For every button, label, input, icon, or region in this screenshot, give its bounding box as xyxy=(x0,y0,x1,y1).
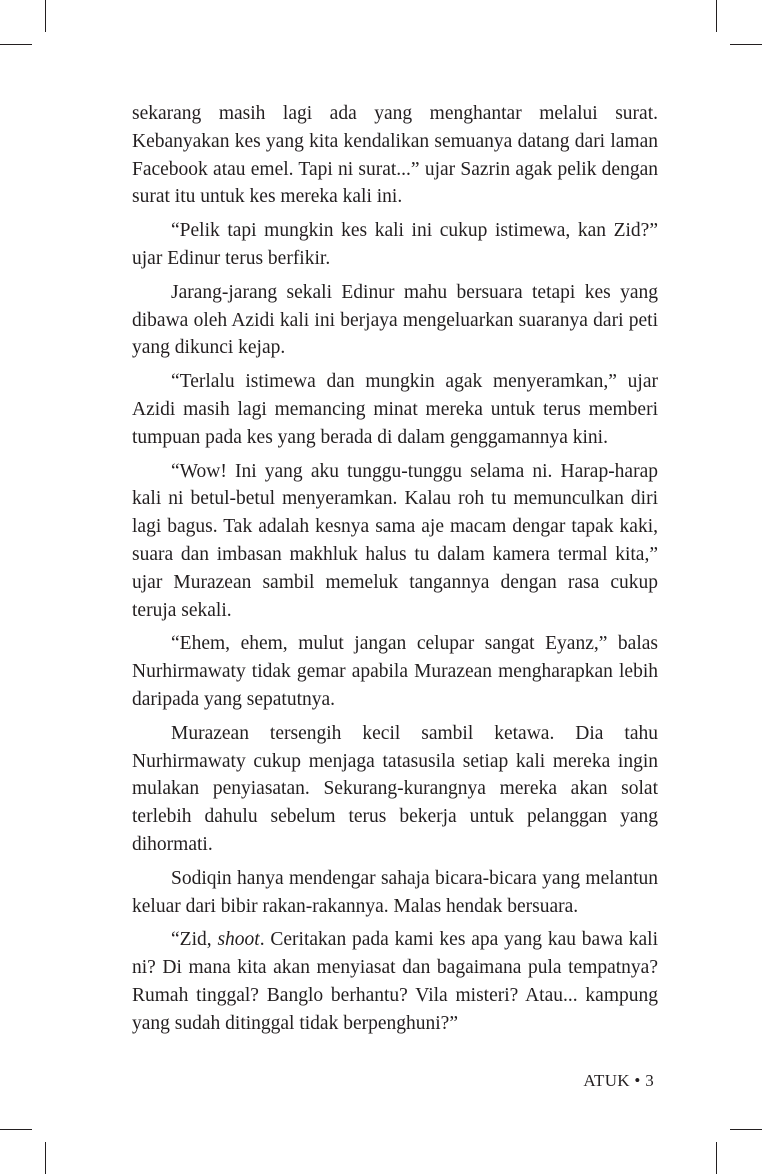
crop-mark-bottom-left-horizontal xyxy=(0,1129,32,1130)
paragraph: Murazean tersengih kecil sambil ketawa. Dia tahu Nurhirmawaty cukup menjaga tatasusila setiap kali mereka ingin mulakan penyiasatan. Sekurang-kurangnya mereka akan solat terlebih dahulu sebelum terus bekerja untuk pelanggan yang dihormati. xyxy=(132,722,658,855)
crop-mark-top-left-horizontal xyxy=(0,44,32,45)
crop-mark-bottom-right-horizontal xyxy=(730,1129,762,1130)
paragraph: sekarang masih lagi ada yang menghantar melalui surat. Kebanyakan kes yang kita kendalikan semuanya datang dari laman Facebook atau emel. Tapi ni surat...” ujar Sazrin agak pelik dengan surat itu untuk kes mereka kali ini. xyxy=(132,103,658,208)
crop-mark-bottom-right-vertical xyxy=(716,1142,717,1174)
paragraph: Sodiqin hanya mendengar sahaja bicara-bicara yang melantun keluar dari bibir rakan-rakannya. Malas hendak bersuara. xyxy=(132,867,658,917)
paragraph-text-end: . Ceritakan pada kami kes apa yang kau bawa kali ni? Di mana kita akan menyiasat dan bagaimana pula tempatnya? Rumah tinggal? Banglo berhantu? Vila misteri? Atau... kampung yang sudah ditinggal tidak berpenghuni?” xyxy=(132,929,659,1034)
running-footer-page-number: ATUK • 3 xyxy=(583,1071,654,1090)
book-page-body xyxy=(132,100,658,1044)
paragraph: “Wow! Ini yang aku tunggu-tunggu selama ni. Harap-harap kali ni betul-betul menyeramkan. Kalau roh tu memunculkan diri lagi bagus. Tak adalah kesnya sama aje macam dengar tapak kaki, suara dan imbasan makhluk halus tu dalam kamera termal kita,” ujar Murazean sambil memeluk tangannya dengan rasa cukup teruja sekali. xyxy=(132,460,658,621)
paragraph: “Ehem, ehem, mulut jangan celupar sangat Eyanz,” balas Nurhirmawaty tidak gemar apabila Murazean mengharapkan lebih daripada yang sepatutnya. xyxy=(132,633,658,710)
crop-mark-bottom-left-vertical xyxy=(45,1142,46,1174)
paragraph: “Pelik tapi mungkin kes kali ini cukup istimewa, kan Zid?” ujar Edinur terus berfikir. xyxy=(132,220,658,269)
crop-mark-top-right-horizontal xyxy=(730,44,762,45)
crop-mark-top-left-vertical xyxy=(45,0,46,32)
paragraph: Jarang-jarang sekali Edinur mahu bersuara tetapi kes yang dibawa oleh Azidi kali ini berjaya mengeluarkan suaranya dari peti yang dikunci kejap. xyxy=(132,281,658,359)
crop-mark-top-right-vertical xyxy=(716,0,717,32)
italic-word: shoot xyxy=(217,929,260,951)
paragraph-text-start: “Zid, xyxy=(171,929,218,951)
paragraph-last xyxy=(132,926,658,1037)
paragraph: “Terlalu istimewa dan mungkin agak menyeramkan,” ujar Azidi masih lagi memancing minat mereka untuk terus memberi tumpuan pada kes yang berada di dalam genggamannya kini. xyxy=(132,371,658,448)
